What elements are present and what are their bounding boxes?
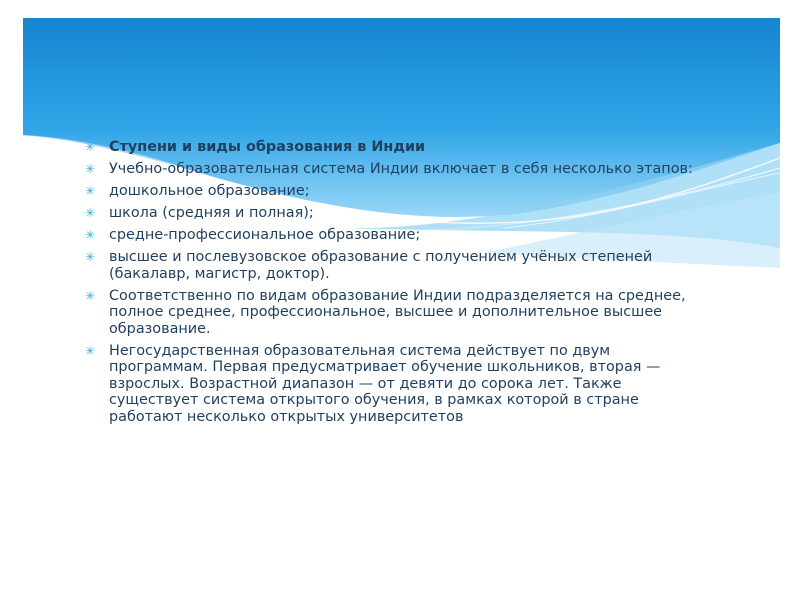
bullet-item — [85, 343, 710, 426]
slide — [23, 18, 780, 588]
bullet-icon: ✳ — [85, 250, 96, 264]
bullet-item — [85, 205, 710, 222]
bullet-item — [85, 227, 710, 244]
slide-title — [85, 139, 710, 156]
bullet-text: дошкольное образование; — [109, 183, 310, 199]
bullet-list — [85, 139, 710, 425]
bullet-text: Негосударственная образовательная система действует по двум программам. Первая предусматривает обучение школьников, вторая — взрослых. Возрастной диапазон — от девяти до сорока лет. Также существует система открытого обучения, в рамках которой в стране работают несколько открытых университетов — [109, 342, 661, 425]
bullet-item — [85, 161, 710, 178]
bullet-item — [85, 288, 710, 338]
bullet-icon: ✳ — [85, 162, 96, 176]
bullet-icon: ✳ — [85, 343, 96, 358]
bullet-icon: ✳ — [85, 228, 96, 242]
bullet-item — [85, 183, 710, 200]
bullet-icon: ✳ — [85, 288, 96, 303]
bullet-text: высшее и послевузовское образование с получением учёных степеней (бакалавр, магистр, доктор). — [109, 249, 653, 282]
bullet-text: средне-профессиональное образование; — [109, 227, 421, 243]
bullet-text: Учебно-образовательная система Индии включает в себя несколько этапов: — [109, 161, 693, 177]
bullet-text: Соответственно по видам образование Индии подразделяется на среднее, полное среднее, профессиональное, высшее и дополнительное высшее образование. — [109, 287, 686, 337]
bullet-text: Ступени и виды образования в Индии — [109, 139, 426, 155]
bullet-text: школа (средняя и полная); — [109, 205, 314, 221]
bullet-icon: ✳ — [85, 140, 96, 154]
bullet-item — [85, 249, 710, 282]
slide-body — [85, 139, 710, 431]
bullet-icon: ✳ — [85, 184, 96, 198]
bullet-icon: ✳ — [85, 206, 96, 220]
